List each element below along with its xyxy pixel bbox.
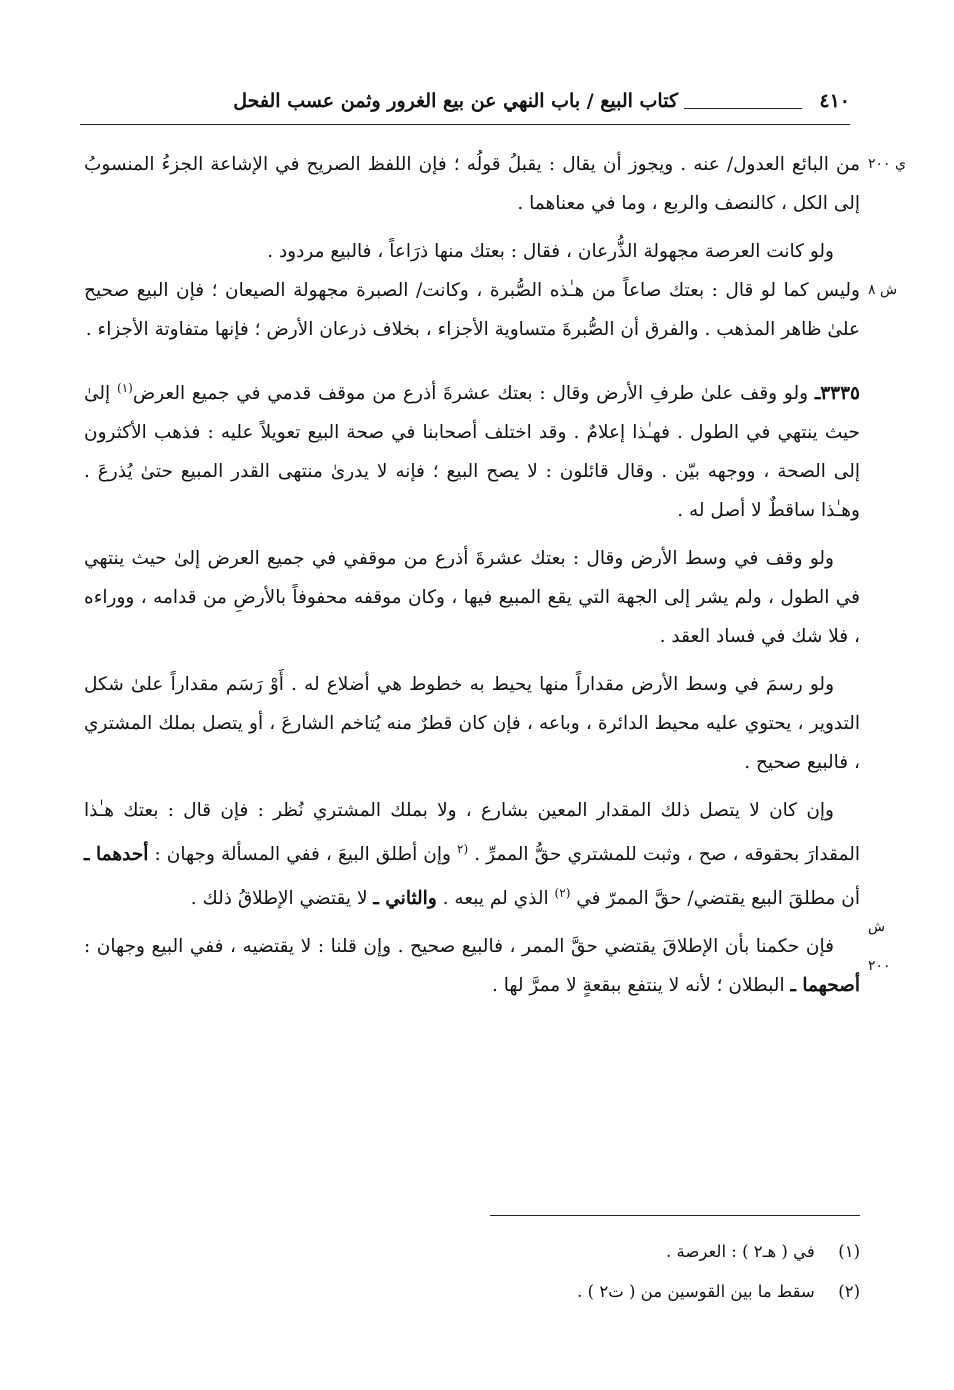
running-header — [80, 90, 850, 120]
footnote-ref-1: (١) — [117, 381, 133, 395]
header-underline — [80, 124, 850, 125]
footnote-1-number: (١) — [838, 1242, 860, 1261]
footnote-1-text: في ( هـ٢ ) : العرصة . — [666, 1242, 815, 1261]
paragraph-6-bold-1: أحدهما ـ — [84, 844, 149, 866]
paragraph-1-text: من البائع العدول/ عنه . ويجوز أن يقال : يقبلُ قولُه ؛ فإن اللفظ الصريح في الإشاعة الجزءُ المنسوبُ إلى الكل ، كالنصف والربع ، وما في معناهما . — [84, 154, 860, 214]
page-number: ٤١٠ — [819, 90, 850, 112]
footnotes — [80, 1232, 860, 1312]
header-title: كتاب البيع / باب النهي عن بيع الغرور وثمن عسب الفحل — [233, 90, 678, 112]
header-dash-rule — [684, 108, 802, 109]
paragraph-3 — [84, 369, 860, 530]
paragraph-6a-text: وإن كان لا يتصل ذلك المقدار المعين بشارع ، ولا بملك المشتري نُظر : فإن قال : بعتك هـٰذا المقدارَ بحقوقه ، صح ، وثبت للمشتري حقُّ الممرِّ . — [84, 800, 860, 866]
paragraph-6c-text: أن مطلقَ البيع يقتضي/ حقَّ الممرّ في — [576, 888, 860, 910]
paragraph-1 — [84, 145, 906, 223]
paragraph-7-bold: أصحهما ـ — [790, 975, 860, 997]
paragraph-7 — [84, 927, 860, 1005]
paragraph-5-text: ولو رسمَ في وسط الأرض مقداراً منها يحيط به خطوط هي أضلاع له . أَوْ رَسَم مقداراً علىٰ شكل التدوير ، يحتوي عليه محيط الدائرة ، وباعه ، فإن كان قطرٌ منه يُتاخم الشارعَ ، أو يتصل بملك المشتري ، فالبيع صحيح . — [84, 674, 860, 774]
paragraph-6e-text: لا يقتضي الإطلاقُ ذلك . — [190, 888, 368, 910]
paragraph-6-bold-2: والثاني ـ — [373, 888, 437, 910]
margin-note-2: ش ٨ — [868, 282, 898, 298]
footnote-ref-2-close: (٢) — [554, 886, 571, 901]
margin-note-3: ش ٢٠٠ — [868, 919, 891, 975]
margin-note-1: ي ٢٠٠ — [868, 156, 906, 172]
paragraph-2b — [84, 271, 898, 349]
paragraph-4 — [84, 539, 860, 656]
paragraph-6b-text: وإن أطلق البيعَ ، ففي المسألة وجهان : — [154, 844, 451, 866]
paragraph-6d-text: الذي لم يبعه . — [442, 888, 549, 910]
paragraph-2b-text: وليس كما لو قال : بعتك صاعاً من هـٰذه الصُّبرة ، وكانت/ الصبرة مجهولة الصيعان ؛ فإن البيع صحيح علىٰ ظاهر المذهب . والفرق أن الصُّبرةَ متساوية الأجزاء ، بخلاف ذرعان الأرض ؛ فإنها متفاوتة الأجزاء . — [84, 280, 860, 340]
paragraph-5 — [84, 665, 860, 782]
paragraph-7b-text: البطلان ؛ لأنه لا ينتفع ببقعةٍ لا ممرَّ لها . — [491, 975, 785, 997]
paragraph-4-text: ولو وقف في وسط الأرض وقال : بعتك عشرةَ أذرع من موقفي في جميع العرض إلىٰ حيث ينتهي في الطول ، ولم يشر إلى الجهة التي يقع المبيع فيها ، وكان موقفه محفوفاً بالأرضِ من قدامه ، ووراءه ، فلا شك في فساد العقد . — [84, 548, 860, 648]
paragraph-2a-text: ولو كانت العرصة مجهولة الذُّرعان ، فقال : بعتك منها ذرَاعاً ، فالبيع مردود . — [267, 241, 834, 262]
footnote-1 — [80, 1232, 860, 1272]
footnote-separator — [490, 1215, 860, 1216]
footnote-2-text: سقط ما بين القوسين من ( ت٢ ) . — [577, 1282, 815, 1301]
paragraph-2a — [84, 232, 860, 271]
footnote-2-number: (٢) — [838, 1282, 860, 1301]
footnote-ref-2-open: (٢ — [457, 842, 469, 857]
section-number: ٣٣٣٥ـ — [814, 383, 860, 405]
paragraph-7a-text: فإن حكمنا بأن الإطلاقَ يقتضي حقَّ الممر ، فالبيع صحيح . وإن قلنا : لا يقتضيه ، ففي البيع وجهان : — [84, 936, 834, 958]
footnote-2 — [80, 1272, 860, 1312]
paragraph-3b-text: إلىٰ حيث ينتهي في الطول . فهـٰذا إعلامٌ . وقد اختلف أصحابنا في صحة البيع تعويلاً عليه : فذهب الأكثرون إلى الصحة ، ووجهه بيّن . وقال قائلون : لا يصح البيع ؛ فإنه لا يدرىٰ منتهى القدر المبيع حتىٰ يُذرعَ . وهـٰذا ساقطٌ لا أصل له . — [84, 383, 860, 522]
paragraph-3a-text: ولو وقف علىٰ طرفِ الأرض وقال : بعتك عشرةَ أذرع من موقف قدمي في جميع العرض — [132, 383, 809, 405]
main-text — [84, 145, 906, 1014]
